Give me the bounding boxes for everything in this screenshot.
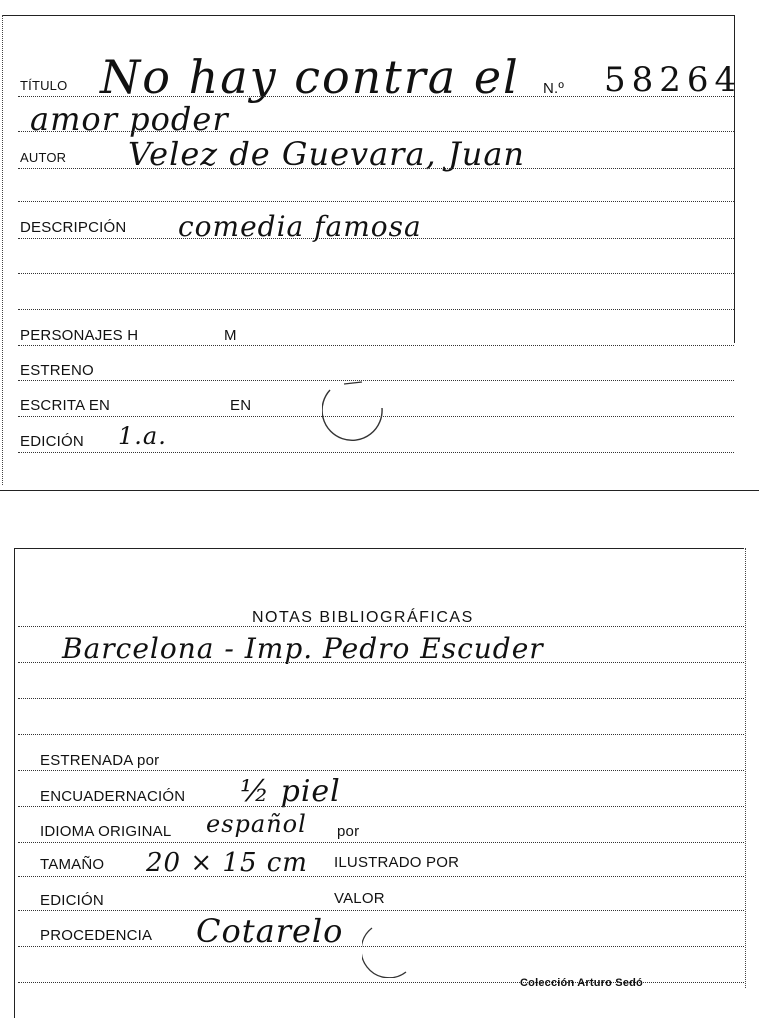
estrenada-label [40, 752, 159, 769]
edicion-label: EDICIÓN [20, 433, 84, 450]
blank-line-1 [18, 201, 734, 202]
encuadernacion-value: ½ piel [240, 774, 341, 809]
notas-heading: NOTAS BIBLIOGRÁFICAS [252, 609, 474, 626]
notas-line-2 [18, 662, 744, 663]
autor-value: Velez de Guevara, Juan [128, 135, 526, 173]
ilustrado-label: ILUSTRADO POR [334, 854, 460, 871]
notas-line-1 [18, 626, 744, 627]
punch-hole [322, 378, 392, 446]
card-left-border [2, 15, 3, 485]
descripcion-line [18, 238, 734, 239]
procedencia-label: PROCEDENCIA [40, 927, 153, 944]
encuadernacion-line [18, 806, 744, 807]
estrenada-text: ESTRENADA [40, 752, 133, 769]
estrenada-line [18, 770, 744, 771]
blank-line-2 [18, 273, 734, 274]
card2-left-border [14, 548, 15, 1018]
valor-label: VALOR [334, 890, 385, 907]
autor-label: AUTOR [20, 150, 67, 165]
punch-hole-2 [362, 920, 422, 978]
personajes-label: PERSONAJES H [20, 327, 139, 344]
escrita-en-label: EN [230, 397, 252, 414]
coleccion-label: Colección Arturo Sedó [520, 977, 643, 989]
edicion2-line [18, 910, 744, 911]
card2-right-border [745, 548, 746, 988]
tamano-label: TAMAÑO [40, 856, 105, 873]
blank-line-3 [18, 309, 734, 310]
edicion-value: 1.a. [118, 422, 167, 450]
card-top-border [2, 15, 735, 16]
encuadernacion-label: ENCUADERNACIÓN [40, 788, 186, 805]
edicion-line [18, 452, 734, 453]
card-separator [0, 490, 759, 491]
titulo-value-continued: amor poder [30, 100, 229, 138]
escrita-label: ESCRITA EN [20, 397, 111, 414]
tamano-value: 20 × 15 cm [146, 848, 308, 878]
estreno-label: ESTRENO [20, 362, 94, 379]
procedencia-value: Cotarelo [196, 912, 344, 950]
idioma-value: español [206, 810, 307, 838]
descripcion-value: comedia famosa [178, 210, 422, 243]
titulo-line-2 [18, 131, 734, 132]
idioma-label: IDIOMA ORIGINAL [40, 823, 172, 840]
personajes-m-label: M [224, 327, 237, 344]
titulo-line [18, 96, 734, 97]
notas-line-3 [18, 698, 744, 699]
card2-top-border [14, 548, 744, 549]
descripcion-label: DESCRIPCIÓN [20, 219, 127, 236]
notas-line-4 [18, 734, 744, 735]
numero-label: N.º [543, 80, 565, 97]
idioma-por: por [337, 823, 360, 840]
tamano-line [18, 876, 744, 877]
autor-line [18, 168, 734, 169]
titulo-label: TÍTULO [20, 78, 68, 93]
estrenada-por: por [137, 752, 160, 769]
personajes-line [18, 345, 734, 346]
notas-value: Barcelona - Imp. Pedro Escuder [62, 632, 544, 665]
titulo-value: No hay contra el [100, 50, 520, 104]
edicion2-label: EDICIÓN [40, 892, 104, 909]
numero-value: 58264 [604, 60, 743, 100]
idioma-line [18, 842, 744, 843]
